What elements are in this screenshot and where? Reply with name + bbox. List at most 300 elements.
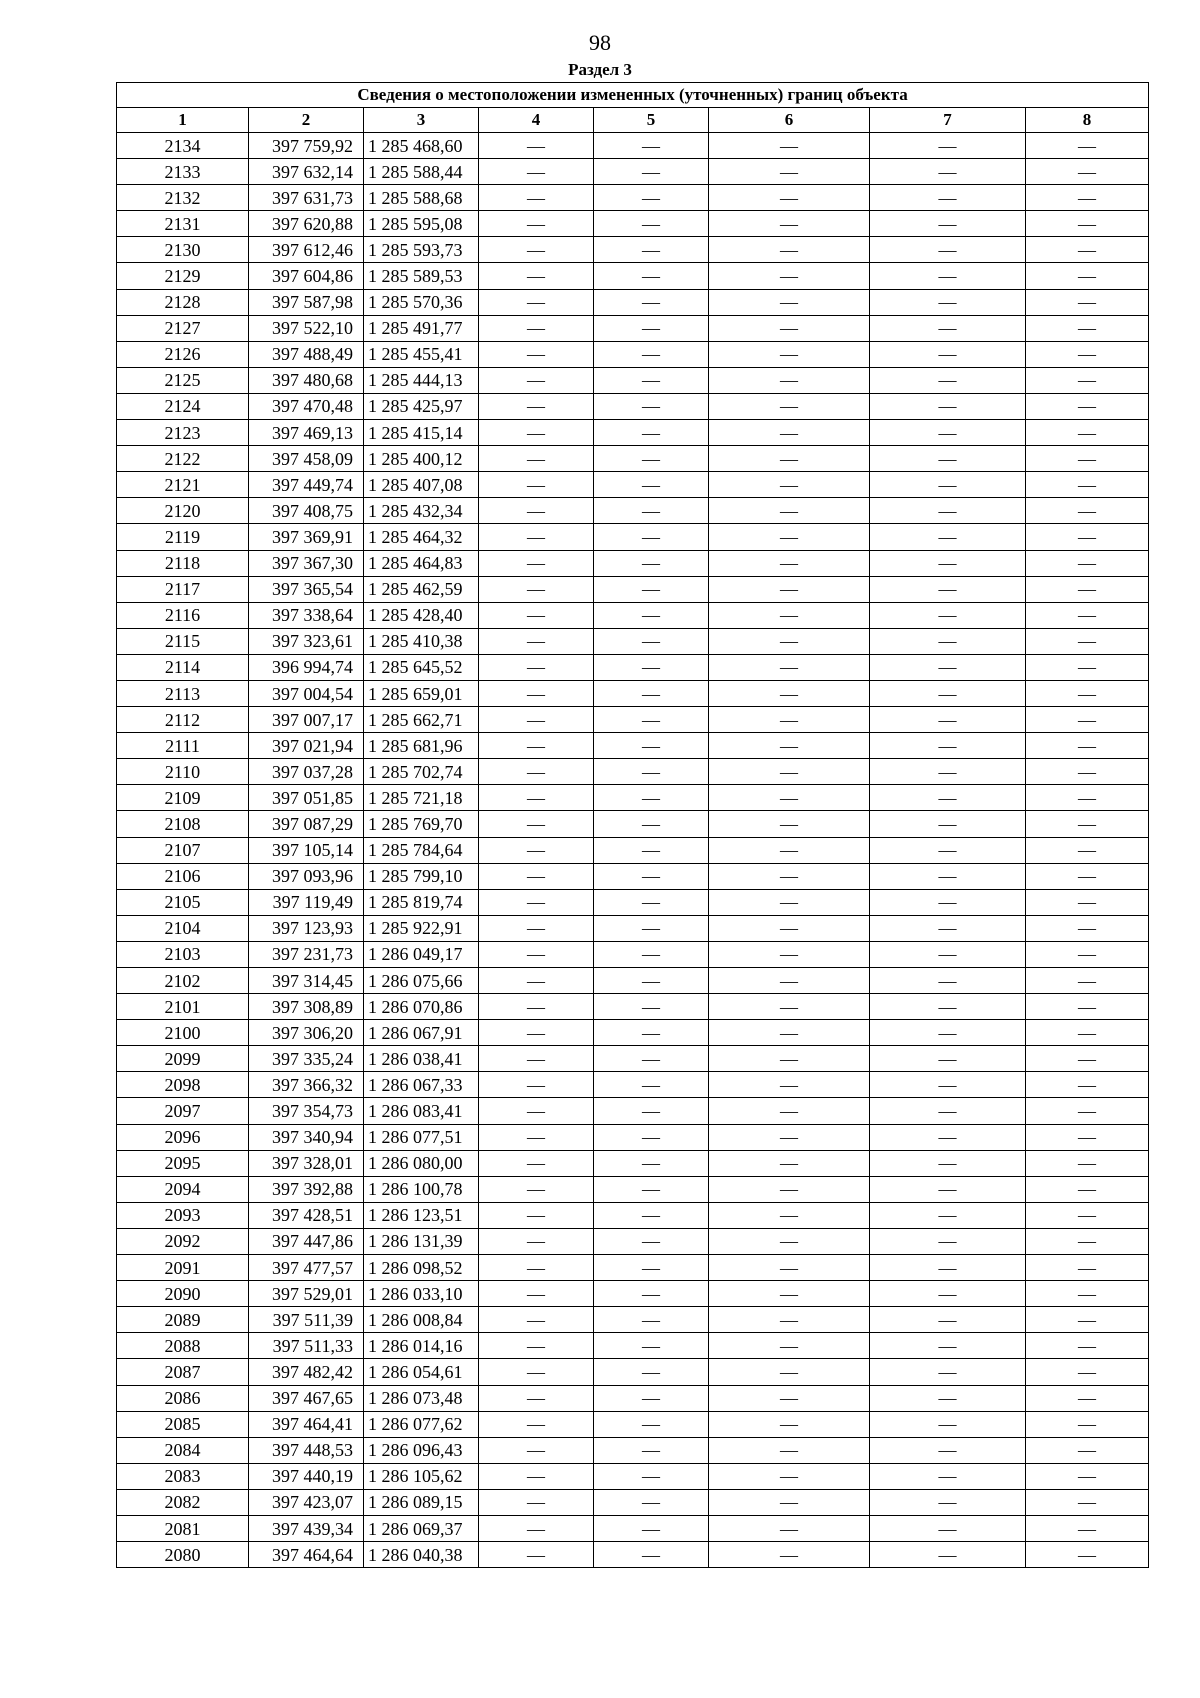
col-8-cell: — [1026,1202,1149,1228]
x-coordinate-cell: 397 392,88 [249,1176,364,1202]
col-6-cell: — [709,211,870,237]
x-coordinate-cell: 397 632,14 [249,159,364,185]
table-row [117,1281,1149,1307]
page-number: 98 [589,30,611,55]
y-coordinate-cell: 1 286 070,86 [364,994,479,1020]
table-row [117,1437,1149,1463]
col-4-cell: — [479,785,594,811]
table-row [117,1176,1149,1202]
point-number-cell: 2098 [117,1072,249,1098]
col-7-cell: — [870,785,1026,811]
x-coordinate-cell: 397 123,93 [249,915,364,941]
y-coordinate-cell: 1 286 054,61 [364,1359,479,1385]
col-7-cell: — [870,680,1026,706]
x-coordinate-cell: 397 587,98 [249,289,364,315]
col-8-cell: — [1026,524,1149,550]
col-4-cell: — [479,1176,594,1202]
table-row [117,889,1149,915]
col-6-cell: — [709,1202,870,1228]
point-number-cell: 2083 [117,1463,249,1489]
col-6-cell: — [709,1255,870,1281]
col-5-cell: — [594,576,709,602]
point-number-cell: 2084 [117,1437,249,1463]
table-row [117,1333,1149,1359]
col-8-cell: — [1026,263,1149,289]
col-4-cell: — [479,811,594,837]
col-6-cell: — [709,524,870,550]
y-coordinate-cell: 1 286 080,00 [364,1150,479,1176]
col-8-cell: — [1026,550,1149,576]
col-6-cell: — [709,1124,870,1150]
col-7-cell: — [870,1124,1026,1150]
table-row [117,1542,1149,1568]
point-number-cell: 2096 [117,1124,249,1150]
col-8-cell: — [1026,1124,1149,1150]
col-7-cell: — [870,498,1026,524]
col-6-cell: — [709,1489,870,1515]
point-number-cell: 2113 [117,680,249,706]
col-7-cell: — [870,289,1026,315]
col-5-cell: — [594,211,709,237]
col-5-cell: — [594,550,709,576]
x-coordinate-cell: 397 338,64 [249,602,364,628]
y-coordinate-cell: 1 285 468,60 [364,133,479,159]
col-6-cell: — [709,1542,870,1568]
point-number-cell: 2092 [117,1228,249,1254]
x-coordinate-cell: 397 093,96 [249,863,364,889]
column-header: 2 [249,108,364,133]
table-row [117,159,1149,185]
point-number-cell: 2090 [117,1281,249,1307]
y-coordinate-cell: 1 285 662,71 [364,707,479,733]
y-coordinate-cell: 1 286 049,17 [364,941,479,967]
col-4-cell: — [479,367,594,393]
x-coordinate-cell: 397 408,75 [249,498,364,524]
y-coordinate-cell: 1 285 659,01 [364,680,479,706]
y-coordinate-cell: 1 285 589,53 [364,263,479,289]
coordinates-table [116,82,1149,1568]
col-8-cell: — [1026,837,1149,863]
col-4-cell: — [479,211,594,237]
col-7-cell: — [870,733,1026,759]
col-5-cell: — [594,654,709,680]
col-7-cell: — [870,915,1026,941]
table-row [117,1228,1149,1254]
point-number-cell: 2101 [117,994,249,1020]
col-4-cell: — [479,315,594,341]
x-coordinate-cell: 397 447,86 [249,1228,364,1254]
column-header: 4 [479,108,594,133]
table-row [117,1098,1149,1124]
col-6-cell: — [709,1437,870,1463]
table-caption: Сведения о местоположении измененных (уточненных) границ объекта [117,83,1149,108]
col-8-cell: — [1026,159,1149,185]
col-5-cell: — [594,1046,709,1072]
point-number-cell: 2128 [117,289,249,315]
x-coordinate-cell: 397 464,64 [249,1542,364,1568]
x-coordinate-cell: 397 612,46 [249,237,364,263]
table-row [117,1489,1149,1515]
y-coordinate-cell: 1 285 702,74 [364,759,479,785]
col-6-cell: — [709,785,870,811]
x-coordinate-cell: 397 051,85 [249,785,364,811]
y-coordinate-cell: 1 285 410,38 [364,628,479,654]
x-coordinate-cell: 397 367,30 [249,550,364,576]
col-7-cell: — [870,159,1026,185]
point-number-cell: 2087 [117,1359,249,1385]
col-7-cell: — [870,472,1026,498]
col-5-cell: — [594,889,709,915]
col-6-cell: — [709,759,870,785]
x-coordinate-cell: 397 488,49 [249,341,364,367]
y-coordinate-cell: 1 286 083,41 [364,1098,479,1124]
col-7-cell: — [870,1176,1026,1202]
y-coordinate-cell: 1 286 038,41 [364,1046,479,1072]
col-5-cell: — [594,1228,709,1254]
point-number-cell: 2117 [117,576,249,602]
col-5-cell: — [594,1515,709,1541]
table-row [117,863,1149,889]
x-coordinate-cell: 396 994,74 [249,654,364,680]
col-6-cell: — [709,263,870,289]
col-5-cell: — [594,628,709,654]
col-6-cell: — [709,472,870,498]
col-7-cell: — [870,1072,1026,1098]
point-number-cell: 2127 [117,315,249,341]
col-8-cell: — [1026,1020,1149,1046]
col-4-cell: — [479,1228,594,1254]
col-6-cell: — [709,602,870,628]
point-number-cell: 2114 [117,654,249,680]
col-5-cell: — [594,393,709,419]
col-8-cell: — [1026,1359,1149,1385]
col-6-cell: — [709,654,870,680]
col-5-cell: — [594,1255,709,1281]
table-body [117,133,1149,1568]
table-row [117,393,1149,419]
col-5-cell: — [594,733,709,759]
point-number-cell: 2121 [117,472,249,498]
y-coordinate-cell: 1 285 595,08 [364,211,479,237]
point-number-cell: 2107 [117,837,249,863]
col-7-cell: — [870,602,1026,628]
col-7-cell: — [870,1202,1026,1228]
table-row [117,446,1149,472]
col-5-cell: — [594,159,709,185]
col-8-cell: — [1026,498,1149,524]
table-row [117,915,1149,941]
col-4-cell: — [479,1124,594,1150]
col-7-cell: — [870,941,1026,967]
col-6-cell: — [709,1385,870,1411]
col-4-cell: — [479,863,594,889]
col-6-cell: — [709,576,870,602]
col-7-cell: — [870,1150,1026,1176]
y-coordinate-cell: 1 285 464,83 [364,550,479,576]
x-coordinate-cell: 397 323,61 [249,628,364,654]
col-5-cell: — [594,315,709,341]
col-5-cell: — [594,968,709,994]
col-7-cell: — [870,1307,1026,1333]
table-header-row [117,108,1149,133]
col-8-cell: — [1026,289,1149,315]
table-row [117,472,1149,498]
y-coordinate-cell: 1 286 040,38 [364,1542,479,1568]
point-number-cell: 2111 [117,733,249,759]
point-number-cell: 2130 [117,237,249,263]
x-coordinate-cell: 397 511,33 [249,1333,364,1359]
y-coordinate-cell: 1 286 067,91 [364,1020,479,1046]
col-4-cell: — [479,341,594,367]
col-7-cell: — [870,994,1026,1020]
x-coordinate-cell: 397 335,24 [249,1046,364,1072]
x-coordinate-cell: 397 340,94 [249,1124,364,1150]
x-coordinate-cell: 397 522,10 [249,315,364,341]
y-coordinate-cell: 1 285 491,77 [364,315,479,341]
col-5-cell: — [594,1202,709,1228]
col-4-cell: — [479,237,594,263]
y-coordinate-cell: 1 286 075,66 [364,968,479,994]
col-8-cell: — [1026,733,1149,759]
y-coordinate-cell: 1 285 588,44 [364,159,479,185]
y-coordinate-cell: 1 286 096,43 [364,1437,479,1463]
point-number-cell: 2116 [117,602,249,628]
col-4-cell: — [479,1202,594,1228]
y-coordinate-cell: 1 286 077,62 [364,1411,479,1437]
col-6-cell: — [709,680,870,706]
col-7-cell: — [870,211,1026,237]
point-number-cell: 2093 [117,1202,249,1228]
section-title: Раздел 3 [568,60,632,79]
col-8-cell: — [1026,1046,1149,1072]
y-coordinate-cell: 1 285 432,34 [364,498,479,524]
y-coordinate-cell: 1 285 593,73 [364,237,479,263]
col-6-cell: — [709,1359,870,1385]
col-7-cell: — [870,1228,1026,1254]
table-row [117,1463,1149,1489]
col-6-cell: — [709,1046,870,1072]
table-row [117,628,1149,654]
y-coordinate-cell: 1 286 098,52 [364,1255,479,1281]
x-coordinate-cell: 397 469,13 [249,420,364,446]
table-row [117,133,1149,159]
col-8-cell: — [1026,628,1149,654]
col-6-cell: — [709,159,870,185]
col-6-cell: — [709,185,870,211]
col-8-cell: — [1026,1281,1149,1307]
x-coordinate-cell: 397 482,42 [249,1359,364,1385]
x-coordinate-cell: 397 467,65 [249,1385,364,1411]
col-4-cell: — [479,1098,594,1124]
col-6-cell: — [709,811,870,837]
col-8-cell: — [1026,1463,1149,1489]
y-coordinate-cell: 1 286 069,37 [364,1515,479,1541]
col-5-cell: — [594,994,709,1020]
col-7-cell: — [870,1255,1026,1281]
col-5-cell: — [594,941,709,967]
x-coordinate-cell: 397 511,39 [249,1307,364,1333]
col-5-cell: — [594,915,709,941]
col-6-cell: — [709,1228,870,1254]
col-8-cell: — [1026,420,1149,446]
col-7-cell: — [870,1515,1026,1541]
col-4-cell: — [479,602,594,628]
col-8-cell: — [1026,602,1149,628]
col-4-cell: — [479,994,594,1020]
col-5-cell: — [594,1098,709,1124]
col-7-cell: — [870,1463,1026,1489]
table-row [117,420,1149,446]
col-4-cell: — [479,185,594,211]
point-number-cell: 2106 [117,863,249,889]
col-5-cell: — [594,1072,709,1098]
col-6-cell: — [709,968,870,994]
point-number-cell: 2125 [117,367,249,393]
y-coordinate-cell: 1 285 819,74 [364,889,479,915]
x-coordinate-cell: 397 004,54 [249,680,364,706]
col-6-cell: — [709,1098,870,1124]
col-8-cell: — [1026,1489,1149,1515]
table-row [117,654,1149,680]
col-7-cell: — [870,185,1026,211]
table-row [117,680,1149,706]
col-8-cell: — [1026,185,1149,211]
col-7-cell: — [870,1489,1026,1515]
y-coordinate-cell: 1 286 105,62 [364,1463,479,1489]
col-8-cell: — [1026,472,1149,498]
point-number-cell: 2112 [117,707,249,733]
col-6-cell: — [709,315,870,341]
col-5-cell: — [594,863,709,889]
col-8-cell: — [1026,1333,1149,1359]
col-5-cell: — [594,759,709,785]
table-row [117,1150,1149,1176]
point-number-cell: 2132 [117,185,249,211]
x-coordinate-cell: 397 449,74 [249,472,364,498]
table-row [117,1385,1149,1411]
col-7-cell: — [870,576,1026,602]
col-7-cell: — [870,315,1026,341]
col-4-cell: — [479,1046,594,1072]
col-4-cell: — [479,524,594,550]
table-row [117,341,1149,367]
col-8-cell: — [1026,1228,1149,1254]
y-coordinate-cell: 1 285 455,41 [364,341,479,367]
col-5-cell: — [594,133,709,159]
col-6-cell: — [709,733,870,759]
y-coordinate-cell: 1 285 425,97 [364,393,479,419]
x-coordinate-cell: 397 631,73 [249,185,364,211]
point-number-cell: 2110 [117,759,249,785]
col-4-cell: — [479,1333,594,1359]
col-4-cell: — [479,1463,594,1489]
col-4-cell: — [479,1072,594,1098]
col-7-cell: — [870,1333,1026,1359]
col-6-cell: — [709,1307,870,1333]
col-7-cell: — [870,759,1026,785]
y-coordinate-cell: 1 285 769,70 [364,811,479,837]
col-5-cell: — [594,1333,709,1359]
point-number-cell: 2095 [117,1150,249,1176]
table-row [117,1072,1149,1098]
col-4-cell: — [479,1515,594,1541]
col-7-cell: — [870,707,1026,733]
col-7-cell: — [870,654,1026,680]
x-coordinate-cell: 397 007,17 [249,707,364,733]
y-coordinate-cell: 1 286 073,48 [364,1385,479,1411]
y-coordinate-cell: 1 286 067,33 [364,1072,479,1098]
x-coordinate-cell: 397 428,51 [249,1202,364,1228]
col-4-cell: — [479,1150,594,1176]
col-7-cell: — [870,889,1026,915]
col-5-cell: — [594,1150,709,1176]
col-6-cell: — [709,1072,870,1098]
col-5-cell: — [594,1176,709,1202]
table-row [117,1255,1149,1281]
col-7-cell: — [870,1020,1026,1046]
col-5-cell: — [594,707,709,733]
col-8-cell: — [1026,915,1149,941]
table-row [117,237,1149,263]
col-4-cell: — [479,680,594,706]
y-coordinate-cell: 1 286 123,51 [364,1202,479,1228]
col-8-cell: — [1026,315,1149,341]
col-5-cell: — [594,289,709,315]
col-4-cell: — [479,1281,594,1307]
point-number-cell: 2105 [117,889,249,915]
x-coordinate-cell: 397 439,34 [249,1515,364,1541]
table-row [117,1411,1149,1437]
table-row [117,1046,1149,1072]
col-7-cell: — [870,1281,1026,1307]
point-number-cell: 2081 [117,1515,249,1541]
col-6-cell: — [709,1020,870,1046]
col-6-cell: — [709,889,870,915]
y-coordinate-cell: 1 285 570,36 [364,289,479,315]
col-4-cell: — [479,1359,594,1385]
col-7-cell: — [870,263,1026,289]
x-coordinate-cell: 397 423,07 [249,1489,364,1515]
y-coordinate-cell: 1 285 922,91 [364,915,479,941]
col-8-cell: — [1026,968,1149,994]
col-6-cell: — [709,133,870,159]
col-5-cell: — [594,1385,709,1411]
table-row [117,602,1149,628]
col-8-cell: — [1026,341,1149,367]
x-coordinate-cell: 397 440,19 [249,1463,364,1489]
col-7-cell: — [870,811,1026,837]
col-8-cell: — [1026,1542,1149,1568]
col-8-cell: — [1026,1515,1149,1541]
y-coordinate-cell: 1 285 400,12 [364,446,479,472]
x-coordinate-cell: 397 759,92 [249,133,364,159]
col-5-cell: — [594,1281,709,1307]
y-coordinate-cell: 1 285 415,14 [364,420,479,446]
col-8-cell: — [1026,393,1149,419]
x-coordinate-cell: 397 480,68 [249,367,364,393]
point-number-cell: 2086 [117,1385,249,1411]
column-header: 3 [364,108,479,133]
table-row [117,1202,1149,1228]
x-coordinate-cell: 397 604,86 [249,263,364,289]
col-5-cell: — [594,811,709,837]
col-4-cell: — [479,654,594,680]
col-8-cell: — [1026,759,1149,785]
col-4-cell: — [479,550,594,576]
col-6-cell: — [709,1463,870,1489]
point-number-cell: 2126 [117,341,249,367]
x-coordinate-cell: 397 308,89 [249,994,364,1020]
